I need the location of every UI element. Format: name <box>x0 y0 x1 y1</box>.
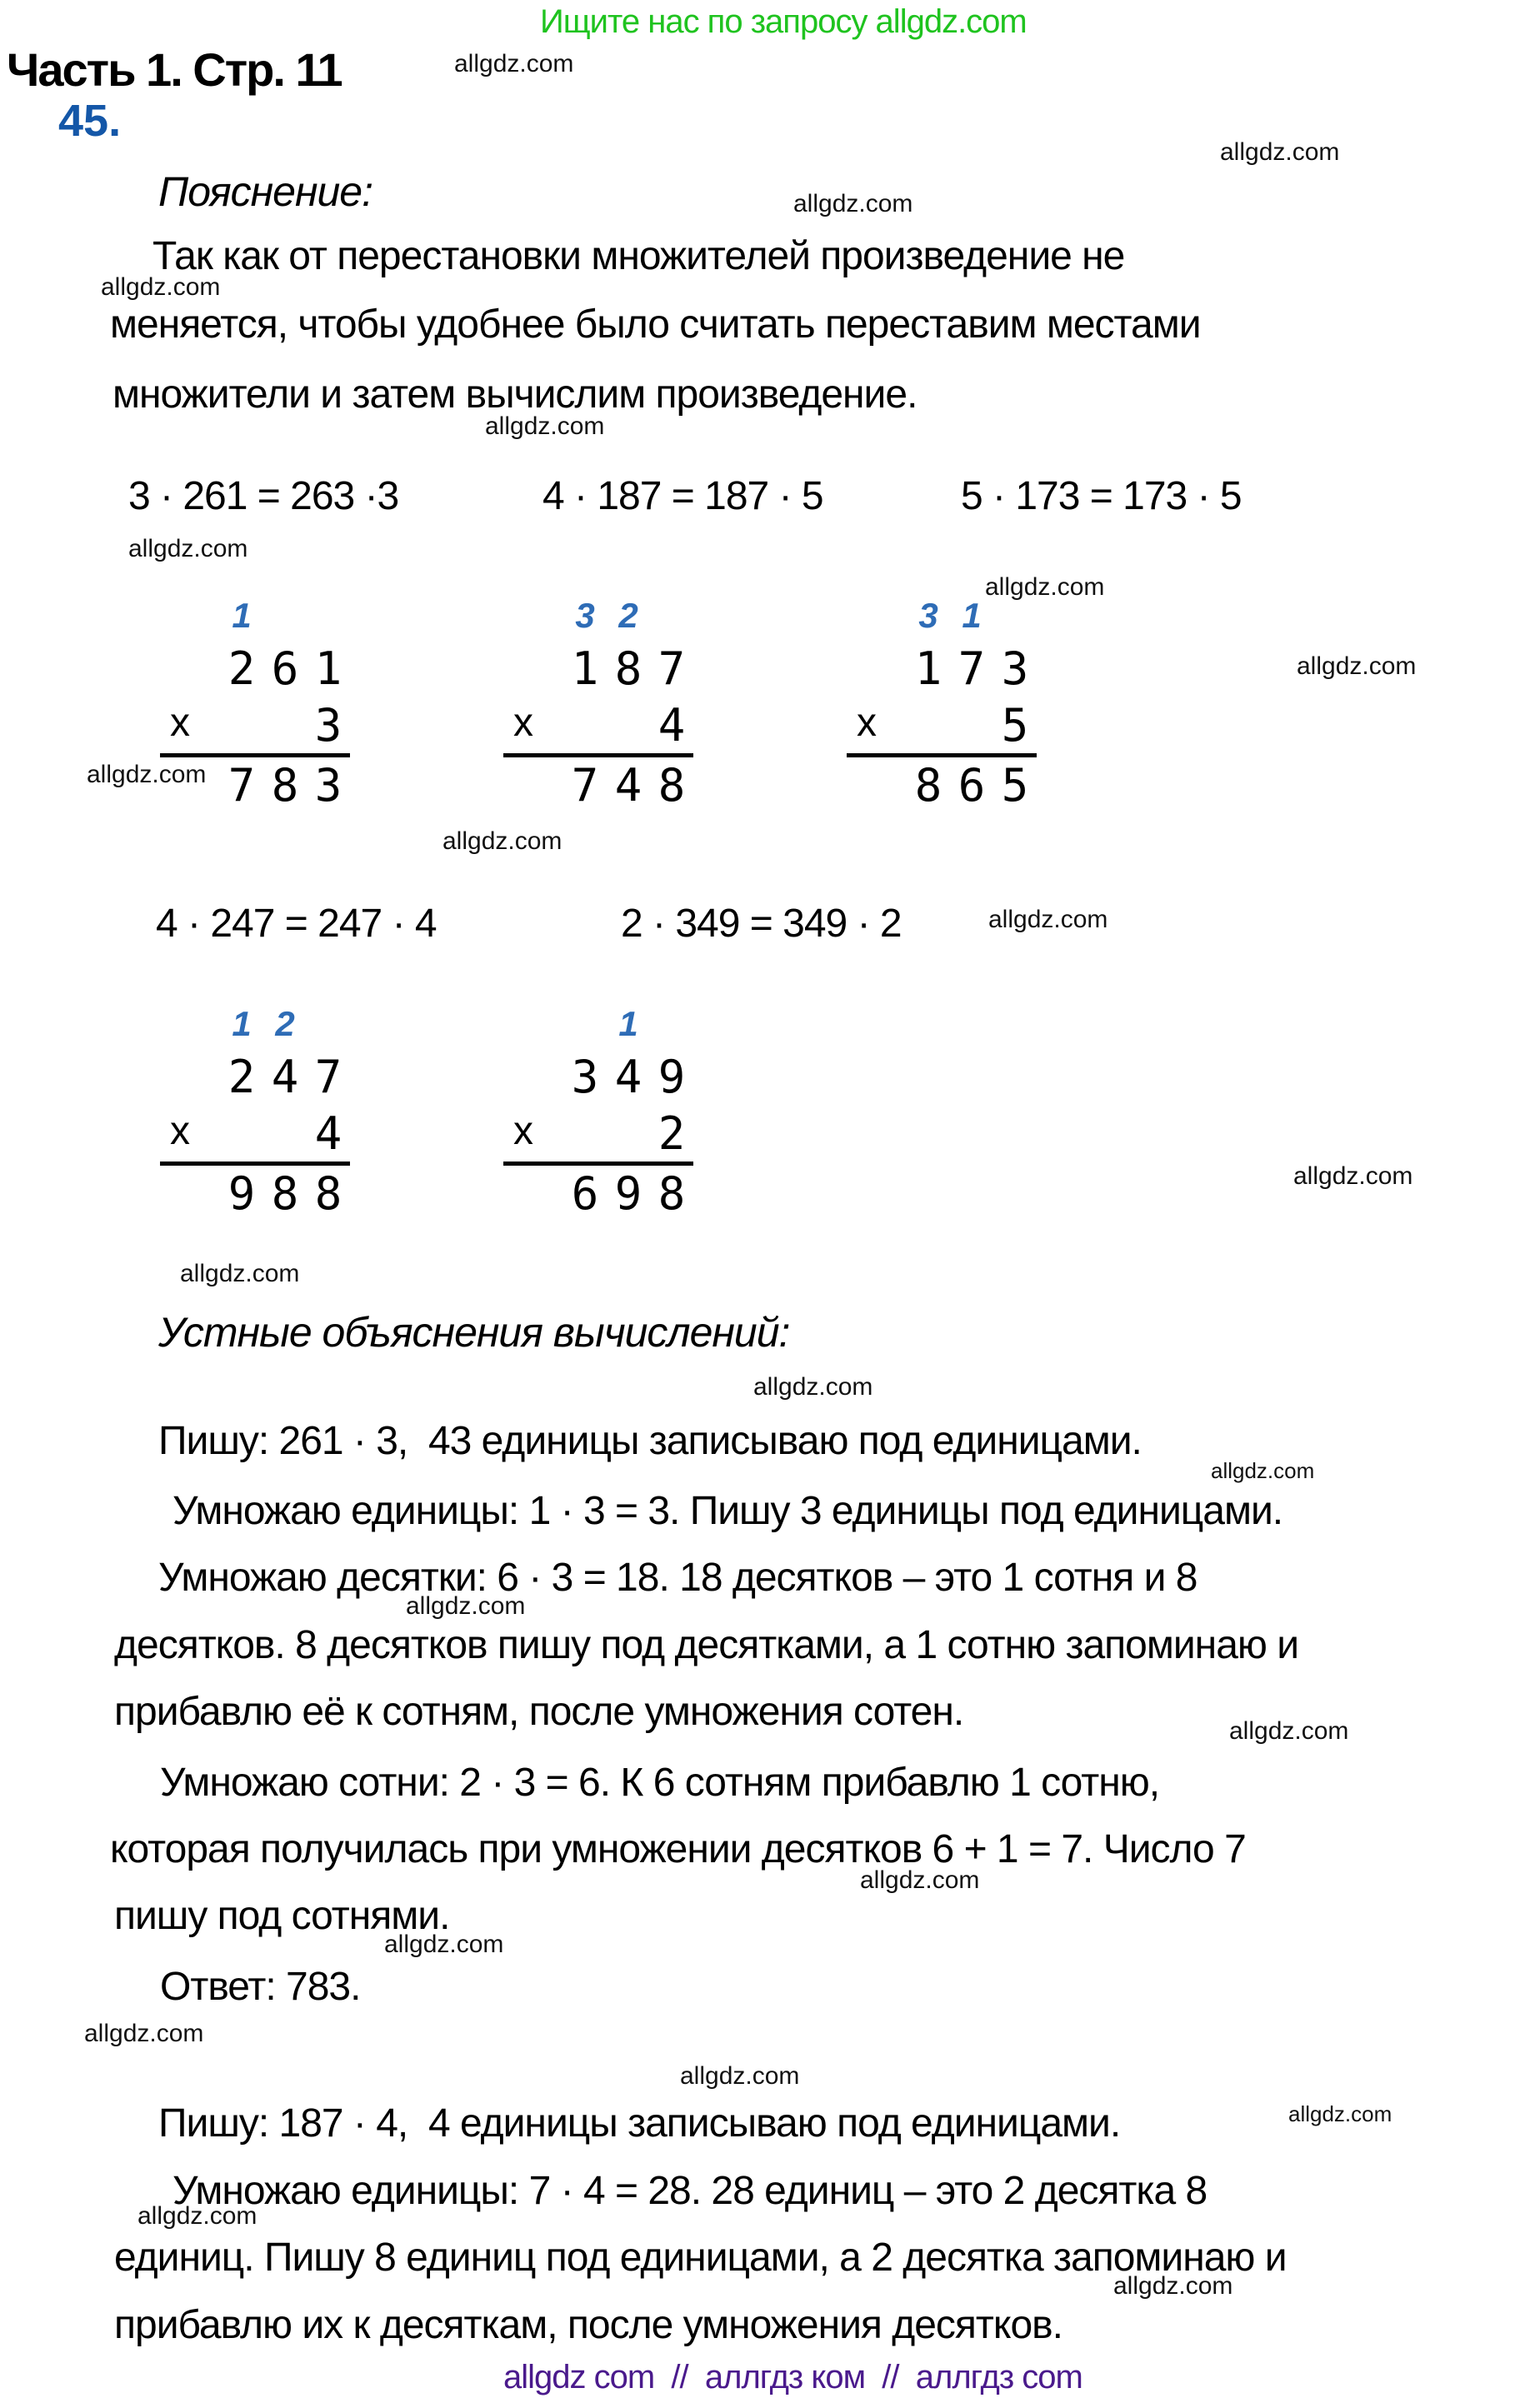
multiplication-block <box>847 598 1047 823</box>
watermark: allgdz.com <box>680 2062 800 2090</box>
watermark: allgdz.com <box>384 1931 504 1958</box>
paragraph-line: которая получилась при умножении десятков 6 + 1 = 7. Число 7 <box>110 1827 1246 1871</box>
multiplier-digit: 4 <box>314 1107 342 1160</box>
equation: 5 · 173 = 173 · 5 <box>961 474 1242 518</box>
multiplicand-digit: 4 <box>271 1051 299 1103</box>
result-underline <box>160 1162 350 1166</box>
paragraph-line: Пишу: 261 · 3, 43 единицы записываю под единицами. <box>158 1419 1142 1463</box>
watermark: allgdz.com <box>793 190 913 217</box>
watermark: allgdz.com <box>753 1373 873 1401</box>
carry-digit: 1 <box>232 1004 252 1043</box>
multiplicand-digit: 2 <box>228 642 256 695</box>
multiplicand-digit: 1 <box>314 642 342 695</box>
result-digit: 8 <box>271 759 299 812</box>
carry-digit: 3 <box>575 596 595 635</box>
paragraph-line: меняется, чтобы удобнее было считать переставим местами <box>110 302 1201 347</box>
multiplicand-digit: 8 <box>614 642 642 695</box>
equation: 4 · 247 = 247 · 4 <box>156 902 437 946</box>
paragraph-line: Пишу: 187 · 4, 4 единицы записываю под единицами. <box>158 2101 1121 2146</box>
result-digit: 9 <box>228 1167 256 1220</box>
multiplicand-digit: 1 <box>914 642 942 695</box>
multiply-sign-x: x <box>513 1109 533 1153</box>
watermark: allgdz.com <box>1113 2272 1233 2300</box>
result-digit: 3 <box>314 759 342 812</box>
watermark: allgdz.com <box>1297 652 1417 680</box>
paragraph-line: единиц. Пишу 8 единиц под единицами, а 2 десятка запоминаю и <box>114 2236 1287 2280</box>
equation: 4 · 187 = 187 · 5 <box>542 474 823 518</box>
result-digit: 6 <box>958 759 986 812</box>
result-digit: 7 <box>228 759 256 812</box>
section-heading-oral: Устные объяснения вычислений: <box>158 1309 790 1356</box>
multiplicand-digit: 4 <box>614 1051 642 1103</box>
watermark: allgdz.com <box>442 827 562 855</box>
multiply-sign-x: x <box>170 701 190 745</box>
answer-line: Ответ: 783. <box>160 1965 361 2009</box>
result-digit: 8 <box>314 1167 342 1220</box>
watermark: allgdz.com <box>1211 1458 1315 1483</box>
multiplication-block <box>503 1004 703 1231</box>
paragraph-line: Умножаю единицы: 1 · 3 = 3. Пишу 3 единицы под единицами. <box>172 1489 1283 1533</box>
result-digit: 5 <box>1001 759 1029 812</box>
watermark: allgdz.com <box>988 906 1108 933</box>
paragraph-line: Умножаю единицы: 7 · 4 = 28. 28 единиц – это 2 десятка 8 <box>172 2169 1208 2213</box>
section-heading-explanation: Пояснение: <box>158 168 372 215</box>
footer-links: allgdz com // аллгдз ком // аллгдз com <box>503 2359 1082 2396</box>
result-digit: 4 <box>614 759 642 812</box>
multiplicand-digit: 2 <box>228 1051 256 1103</box>
multiplicand-digit: 3 <box>571 1051 599 1103</box>
result-underline <box>503 753 693 757</box>
carry-digit: 1 <box>962 596 982 635</box>
result-digit: 8 <box>914 759 942 812</box>
multiplier-digit: 2 <box>658 1107 686 1160</box>
watermark: allgdz.com <box>1293 1162 1413 1190</box>
multiplicand-digit: 6 <box>271 642 299 695</box>
multiply-sign-x: x <box>513 701 533 745</box>
result-digit: 8 <box>658 1167 686 1220</box>
paragraph-line: множители и затем вычислим произведение. <box>112 372 918 417</box>
multiplier-digit: 3 <box>314 699 342 752</box>
equation: 3 · 261 = 263 ·3 <box>128 474 399 518</box>
watermark: allgdz.com <box>101 273 221 301</box>
watermark: allgdz.com <box>1220 138 1340 166</box>
paragraph-line: прибавлю их к десяткам, после умножения десятков. <box>114 2303 1062 2347</box>
watermark: allgdz.com <box>87 761 207 788</box>
promo-banner: Ищите нас по запросу allgdz.com <box>540 3 1027 40</box>
paragraph-line: Так как от перестановки множителей произведение не <box>152 234 1125 278</box>
result-underline <box>160 753 350 757</box>
multiplication-block <box>160 1004 360 1231</box>
multiplicand-digit: 7 <box>658 642 686 695</box>
paragraph-line: десятков. 8 десятков пишу под десятками, а 1 сотню запоминаю и <box>114 1623 1299 1667</box>
result-underline <box>847 753 1037 757</box>
paragraph-line: пишу под сотнями. <box>114 1894 450 1938</box>
paragraph-line: Умножаю сотни: 2 · 3 = 6. К 6 сотням прибавлю 1 сотню, <box>160 1761 1160 1805</box>
carry-digit: 3 <box>918 596 938 635</box>
carry-digit: 2 <box>618 596 638 635</box>
multiplication-block <box>503 598 703 823</box>
multiplier-digit: 5 <box>1001 699 1029 752</box>
watermark: allgdz.com <box>1229 1717 1349 1745</box>
multiplicand-digit: 7 <box>958 642 986 695</box>
equation: 2 · 349 = 349 · 2 <box>621 902 902 946</box>
result-digit: 7 <box>571 759 599 812</box>
multiplication-block <box>160 598 360 823</box>
paragraph-line: прибавлю её к сотням, после умножения сотен. <box>114 1690 964 1734</box>
watermark: allgdz.com <box>1288 2101 1392 2126</box>
carry-digit: 1 <box>232 596 252 635</box>
task-number: 45. <box>58 96 122 146</box>
watermark: allgdz.com <box>84 2020 204 2047</box>
watermark: allgdz.com <box>128 535 248 562</box>
page-header: Часть 1. Стр. 11 <box>7 43 342 96</box>
watermark: allgdz.com <box>138 2202 258 2230</box>
carry-digit: 2 <box>275 1004 295 1043</box>
watermark: allgdz.com <box>985 573 1105 601</box>
multiplicand-digit: 3 <box>1001 642 1029 695</box>
result-digit: 6 <box>571 1167 599 1220</box>
multiply-sign-x: x <box>170 1109 190 1153</box>
watermark: allgdz.com <box>485 412 605 440</box>
paragraph-line: Умножаю десятки: 6 · 3 = 18. 18 десятков – это 1 сотня и 8 <box>158 1556 1198 1600</box>
multiplicand-digit: 9 <box>658 1051 686 1103</box>
watermark: allgdz.com <box>180 1260 300 1287</box>
carry-digit: 1 <box>618 1004 638 1043</box>
result-digit: 8 <box>658 759 686 812</box>
multiplier-digit: 4 <box>658 699 686 752</box>
multiplicand-digit: 1 <box>571 642 599 695</box>
watermark: allgdz.com <box>406 1592 526 1620</box>
multiply-sign-x: x <box>857 701 877 745</box>
watermark: allgdz.com <box>454 50 574 77</box>
result-digit: 9 <box>614 1167 642 1220</box>
watermark: allgdz.com <box>860 1866 980 1894</box>
result-digit: 8 <box>271 1167 299 1220</box>
result-underline <box>503 1162 693 1166</box>
multiplicand-digit: 7 <box>314 1051 342 1103</box>
